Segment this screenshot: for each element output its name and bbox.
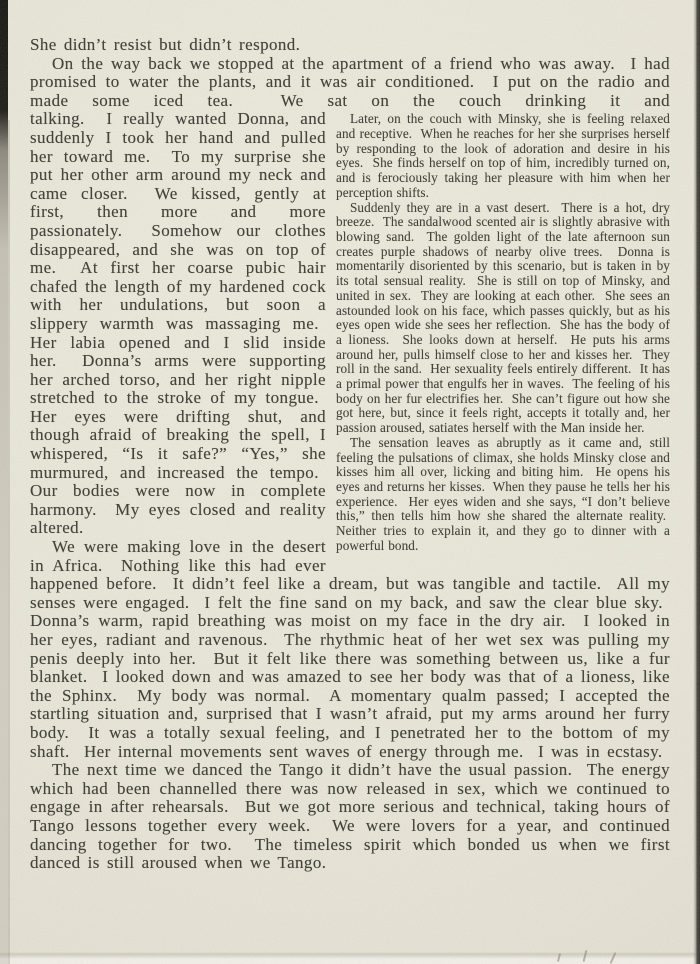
right-page-edge-shadow <box>693 0 700 964</box>
cutoff-handwriting-marks <box>548 948 658 964</box>
paragraph-tango: The next time we danced the Tango it didn’t have the usual passion. The energy which had been channelled there was now released in sex, which we continued to engage in after rehearsals. But we got more serious and technical, taking hours of Tango lessons together every week. We were lovers for a year, and continued dancing together for two. The timeless spirit which bonded us when we first danced is still aroused when we Tango. <box>30 760 670 873</box>
paragraph-desert-dream: We were making love in the desert in Africa. Nothing like this had ever happened before. It didn’t feel like a dream, but was tangible and tactile. All my senses were engaged. I felt the fine sand on my back, and saw the clear blue sky. Donna’s warm, rapid breathing was moist on my face in the dry air. I looked in her eyes, radiant and ravenous. The rhythmic heat of her wet sex was pulling my penis deeply into her. But it felt like there was something between us, like a fur blanket. I looked down and was amazed to see her body was that of a lioness, like the Sphinx. My body was normal. A momentary qualm passed; I accepted the startling situation and, surprised that I wasn’t afraid, put my arms around her furry body. It was a totally sexual feeling, and I penetrated her to the bottom of my shaft. Her internal movements sent waves of energy through me. I was in ecstasy. <box>30 537 670 761</box>
inset-paragraph-aftermath: The sensation leaves as abruptly as it came and, still feeling the pulsations of climax, she holds Minsky close and kisses him all over, licking and biting him. He opens his eyes and returns her kisses. When they pause he tells her his experience. Her eyes widen and she says, “I don’t believe this,” then tells him how she shared the alternate reality. Neither tries to explain it, and they go to dinner with a powerful bond. <box>336 434 670 553</box>
page-text <box>30 36 670 873</box>
two-column-flow <box>30 110 670 872</box>
left-binding-shadow <box>0 0 8 964</box>
paragraph-intro: On the way back we stopped at the apartment of a friend who was away. I had promised to water the plants, and it was air conditioned. I put on the radio and made some iced tea. We sat on the couch drinking it and <box>30 53 670 110</box>
inset-paragraph-couch: Later, on the couch with Minsky, she is feeling relaxed and receptive. When he reaches for her she surprises herself by responding to the look of adoration and desire in his eyes. She finds herself on top of him, incredibly turned on, and is ferociously taking her pleasure with him when her perception shifts. <box>336 111 670 200</box>
paragraph-opening: She didn’t resist but didn’t respond. <box>30 35 301 54</box>
inset-narrative-box <box>336 112 670 553</box>
paragraph-intro-continued: talking. I really wanted Donna, and suddenly I took her hand and pulled her toward me. To my surprise she put her other arm around my neck and came closer. We kissed, gently at first, then more and more passionately. Somehow our clothes disappeared, and she was on top of me. At first her coarse pubic hair chafed the length of my hardened cock with her undulations, but soon a slippery warmth was massaging me. Her labia opened and I slid inside her. Donna’s arms were supporting her arched torso, and her right nipple stretched to the stroke of my tongue. Her eyes were drifting shut, and though afraid of breaking the spell, I whispered, “Is it safe?” “Yes,” she murmured, and increased the tempo. Our bodies were now in complete harmony. My eyes closed and reality altered. <box>30 109 326 538</box>
inset-paragraph-desert: Suddenly they are in a vast desert. There is a hot, dry breeze. The sandalwood scented air is slightly abrasive with blowing sand. The golden light of the late afternoon sun creates purple shadows of nearby olive trees. Donna is momentarily disoriented by this scenario, but is taken in by its total sensual reality. She is still on top of Minsky, and united in sex. They are looking at each other. She sees an astounded look on his face, which passes quickly, but as his eyes open wide she sees her reflection. She has the body of a lioness. She looks down at herself. He puts his arms around her, pulls himself close to her and kisses her. They roll in the sand. Her sexuality feels entirely different. It has a primal power that engulfs her in waves. The feeling of his body on her fur electrifies her. She can’t figure out how she got here, but, since it feels right, accepts it totally and, her passion aroused, satiates herself with the Man inside her. <box>336 199 670 436</box>
